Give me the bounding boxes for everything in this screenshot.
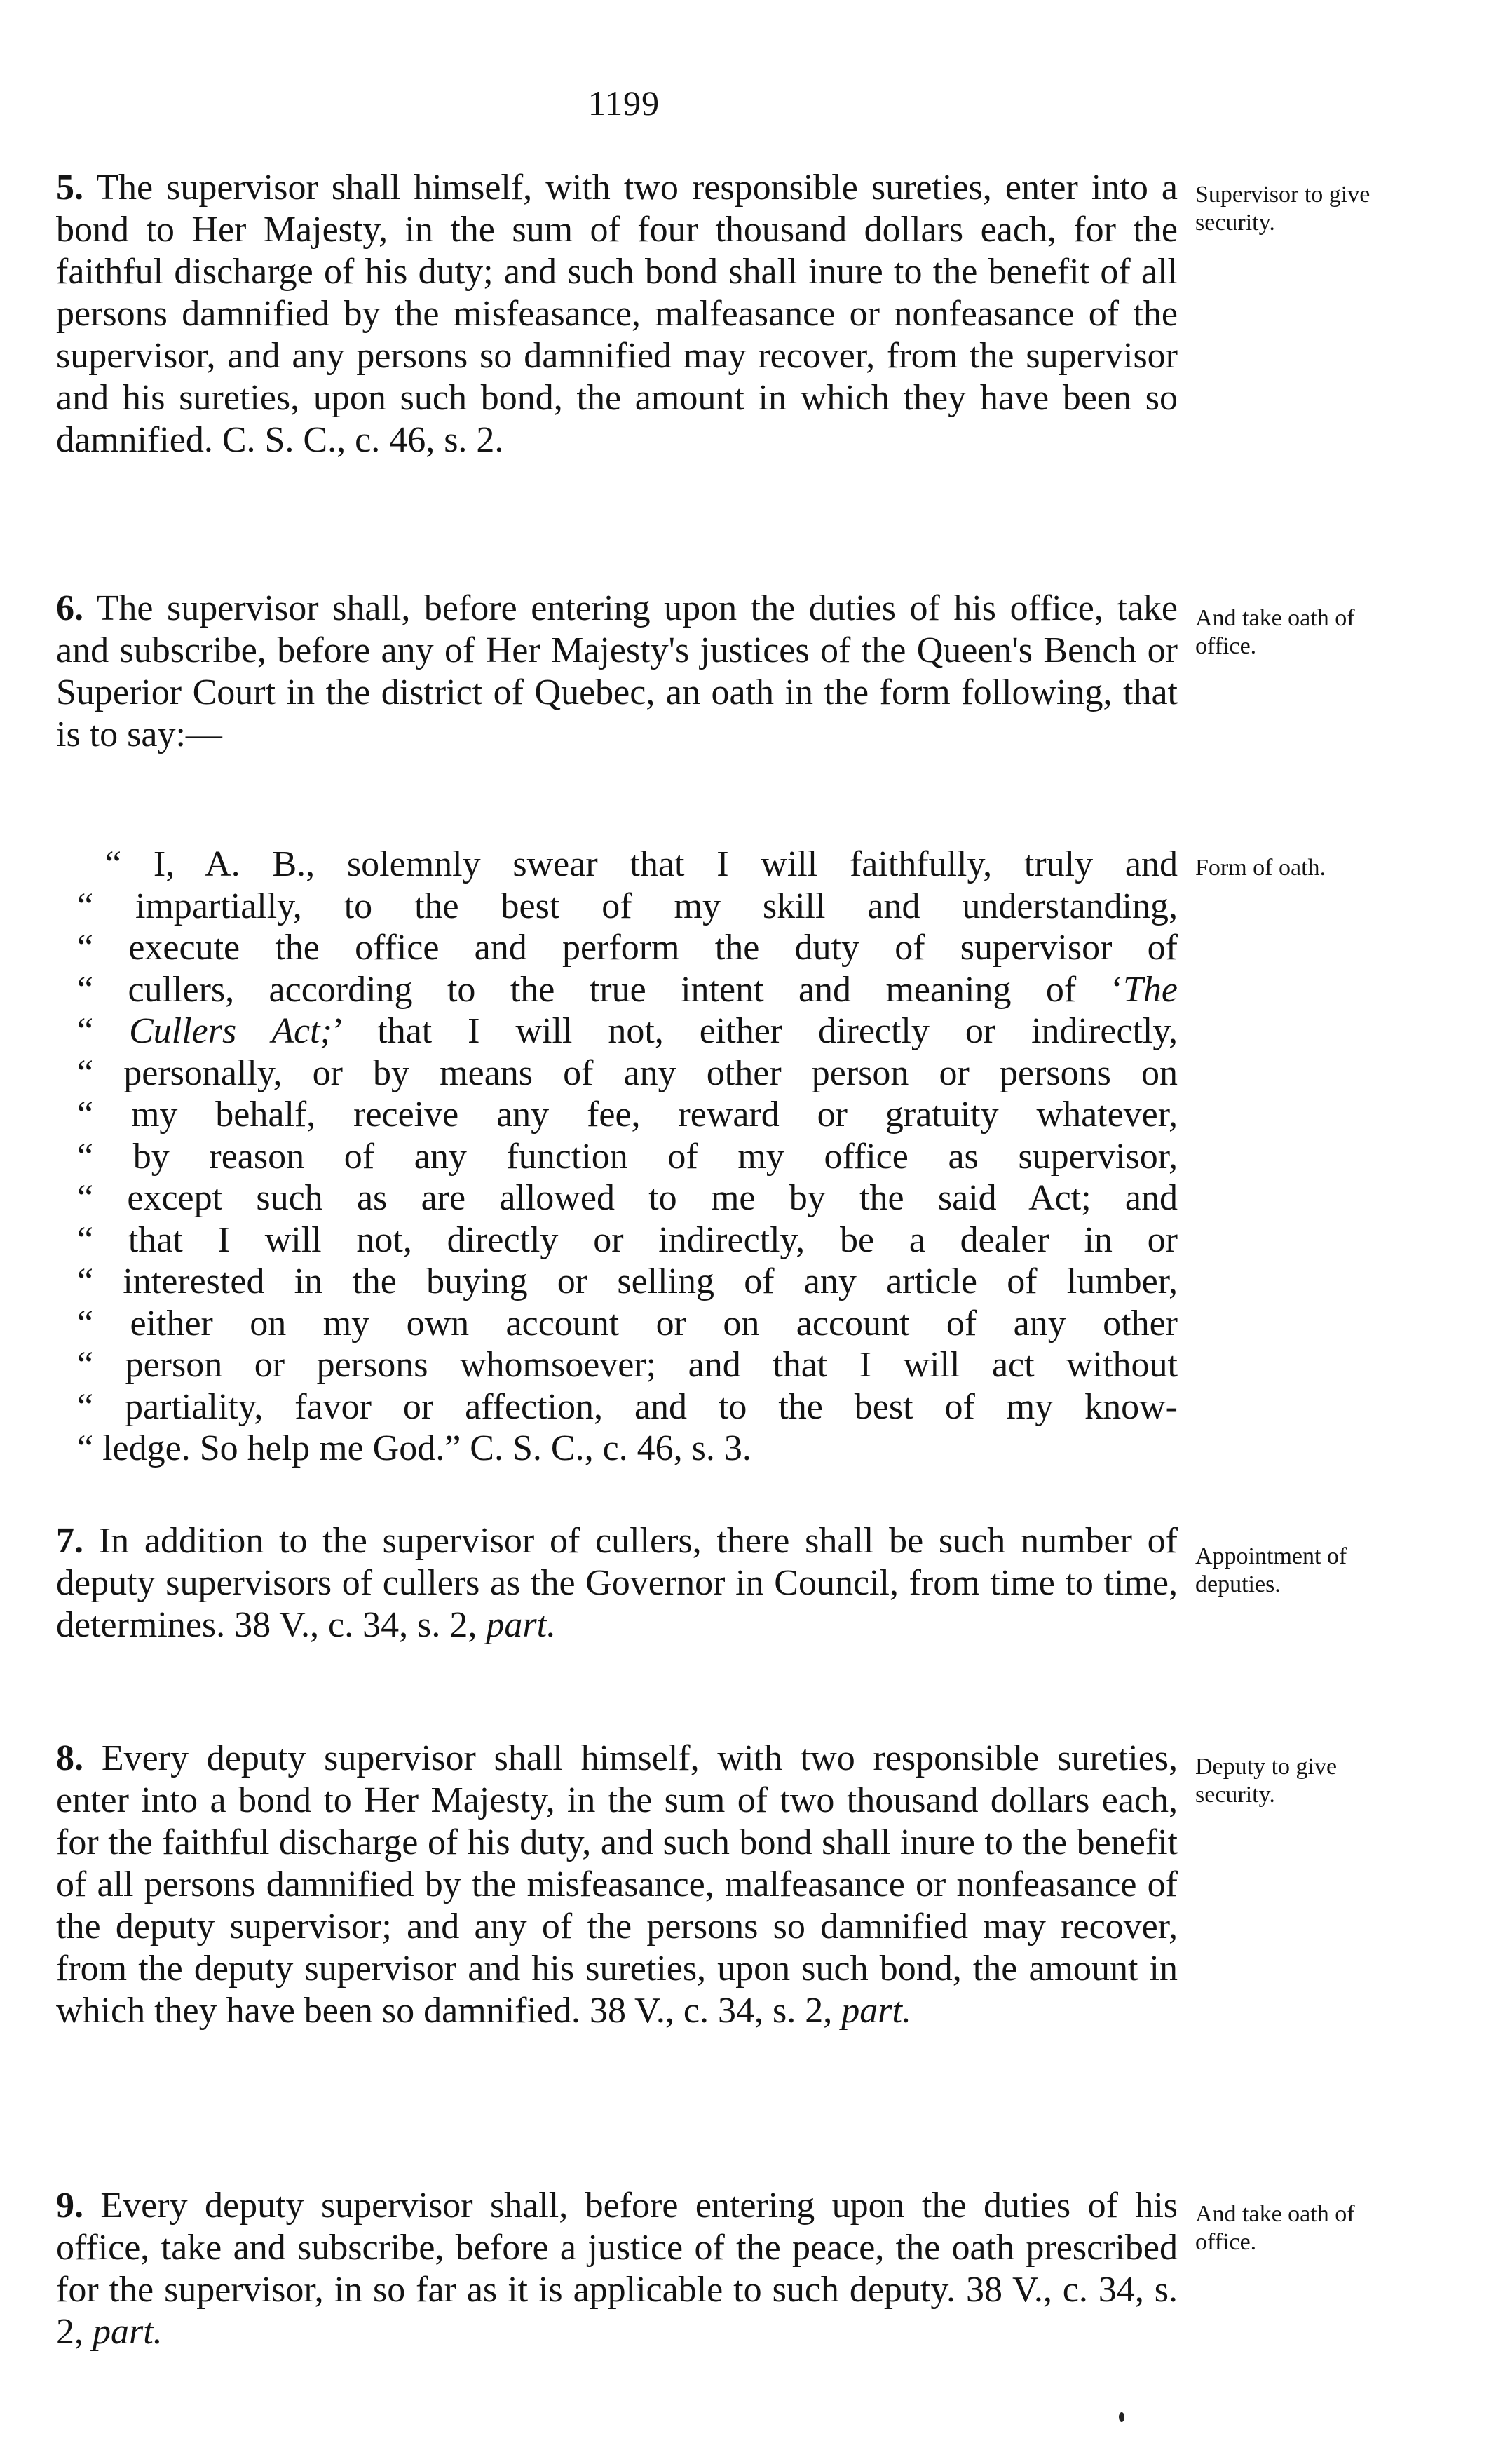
- section-body: The supervisor shall, before entering upon the duties of his office, take and subscribe, before any of Her Majesty's justices of the Queen's Bench or Superior Court in the district of Quebec, an oath in the form following, that is to say:—: [56, 588, 1178, 754]
- section-8: [56, 1738, 1178, 2032]
- section-8-text: [56, 1738, 1178, 2032]
- oath-line: [56, 969, 1178, 1011]
- citation-part: part.: [841, 1991, 911, 2031]
- marginal-note: And take oath of office.: [1195, 605, 1355, 659]
- oath-line-start: “ cullers, according to the true intent and meaning of ‘: [77, 969, 1123, 1010]
- section-7: [56, 1520, 1178, 1646]
- section-citation: C. S. C., c. 46, s. 2.: [222, 420, 504, 460]
- section-number: 5.: [56, 168, 83, 208]
- section-6-text: [56, 588, 1178, 756]
- oath-line: “ interested in the buying or selling of any article of lumber,: [77, 1261, 1178, 1301]
- oath-line: “ impartially, to the best of my skill and understanding,: [77, 886, 1178, 926]
- oath-line: “ ledge. So help me God.” C. S. C., c. 46, s. 3.: [77, 1428, 751, 1468]
- section-7-text: [56, 1520, 1178, 1646]
- marginal-note: Appointment of deputies.: [1195, 1543, 1347, 1597]
- section-number: 8.: [56, 1738, 83, 1778]
- oath-line-rest: ’ that I will not, either directly or indirectly,: [332, 1011, 1178, 1051]
- oath-line: “ personally, or by means of any other person or persons on: [77, 1052, 1178, 1093]
- oath-line: “ person or persons whomsoever; and that I will act without: [77, 1345, 1178, 1385]
- section-body: Every deputy supervisor shall, before entering upon the duties of his office, take and subscribe, before a justice of the peace, the oath prescribed for the supervisor, in so far as it is applicable to such deputy.: [56, 2186, 1178, 2310]
- section-citation: 38 V., c. 34, s. 2,: [589, 1991, 833, 2031]
- italic-act-name: Cullers Act;: [129, 1011, 332, 1051]
- section-number: 7.: [56, 1521, 83, 1561]
- section-citation: 38 V., c. 34, s. 2,: [234, 1605, 477, 1645]
- italic-the: The: [1123, 969, 1178, 1010]
- section-body: Every deputy supervisor shall himself, with two responsible sureties, enter into a bond to Her Majesty, in the sum of two thousand dollars each, for the faithful discharge of his duty, and such bond shall inure to the benefit of all persons damnified by the misfeasance, malfeasance or nonfeasance of the deputy supervisor; and any of the persons so damnified may recover, from the deputy supervisor and his sureties, upon such bond, the amount in which they have been so damnified.: [56, 1738, 1178, 2031]
- oath-line: “ my behalf, receive any fee, reward or gratuity whatever,: [77, 1095, 1178, 1135]
- oath-line: “ I, A. B., solemnly swear that I will faithfully, truly and: [105, 844, 1178, 884]
- section-body: The supervisor shall himself, with two responsible sureties, enter into a bond to Her Majesty, in the sum of four thousand dollars each, for the faithful discharge of his duty; and such bond shall inure to the benefit of all persons damnified by the misfeasance, malfeasance or nonfeasance of the supervisor, and any persons so damnified may recover, from the supervisor and his sureties, upon such bond, the amount in which they have been so damnified.: [56, 168, 1178, 460]
- oath-line: “ by reason of any function of my office as supervisor,: [77, 1136, 1178, 1177]
- section-5: [56, 167, 1178, 461]
- section-6: [56, 588, 1178, 756]
- section-body: In addition to the supervisor of cullers, there shall be such number of deputy supervisors of cullers as the Governor in Council, from time to time, determines.: [56, 1521, 1178, 1645]
- citation-part: part.: [93, 2312, 163, 2352]
- section-9-text: [56, 2185, 1178, 2353]
- oath-block: [56, 844, 1178, 1470]
- section-5-text: [56, 167, 1178, 461]
- section-citation: 38 V., c. 34, s. 2,: [56, 2270, 1178, 2352]
- marginal-note: Deputy to give security.: [1195, 1754, 1338, 1808]
- ink-speck: [1119, 2412, 1124, 2422]
- section-number: 6.: [56, 588, 83, 628]
- oath-line: “ either on my own account or on account of any other: [77, 1303, 1178, 1343]
- section-number: 9.: [56, 2186, 83, 2226]
- oath-line: [56, 1010, 1178, 1052]
- oath-quote: “: [77, 1011, 94, 1051]
- section-9: [56, 2185, 1178, 2353]
- page-number: 1199: [587, 83, 660, 123]
- marginal-note: Form of oath.: [1195, 855, 1326, 881]
- marginal-note: Supervisor to give security.: [1195, 182, 1370, 236]
- citation-part: part.: [486, 1605, 557, 1645]
- marginal-note: And take oath of office.: [1195, 2201, 1355, 2255]
- oath-line: “ except such as are allowed to me by the said Act; and: [77, 1178, 1178, 1218]
- oath-line: “ execute the office and perform the duty of supervisor of: [77, 928, 1178, 968]
- oath-line: “ partiality, favor or affection, and to the best of my know-: [77, 1386, 1178, 1427]
- oath-line: “ that I will not, directly or indirectly, be a dealer in or: [77, 1219, 1178, 1260]
